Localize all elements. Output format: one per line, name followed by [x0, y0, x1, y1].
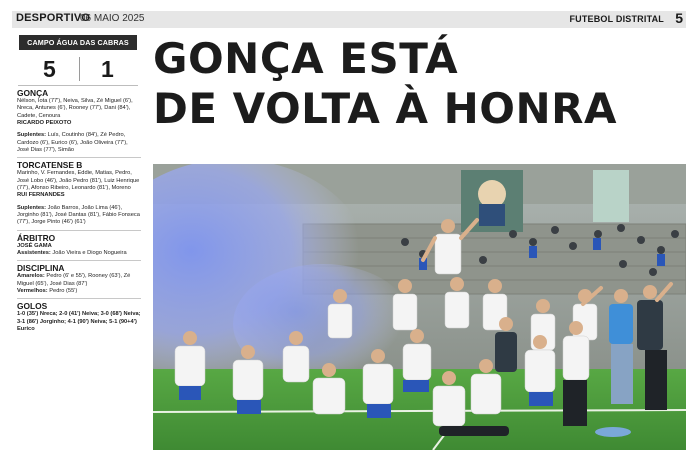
assistants-text: João Vieira e Diogo Nogueira	[52, 250, 127, 257]
score-divider	[79, 57, 80, 81]
subs-label: Suplentes:	[17, 204, 47, 211]
referee-title: ÁRBITRO	[17, 232, 56, 243]
headline-line-1: GONÇA ESTÁ	[153, 34, 459, 83]
team-celebration-photo	[153, 164, 686, 450]
goals-block	[17, 301, 141, 336]
venue-label: CAMPO ÁGUA DAS CABRAS	[19, 35, 137, 50]
page-number: 5	[675, 10, 683, 26]
goals-title: GOLOS	[17, 301, 48, 312]
red-text: Pedro (55')	[49, 287, 78, 294]
away-score: 1	[101, 56, 114, 82]
subs-label: Suplentes:	[17, 132, 47, 139]
away-team-lineup: Marinho, V. Fernandes, Eddie, Matias, Pedro, José Lobo (46'), João Pedro (81'), Luiz Henrique (77'), Afonso Ribeiro, Leonardo (81'), Moreno	[17, 170, 140, 191]
headline-line-2: DE VOLTA À HONRA	[153, 84, 617, 133]
away-subs-text: João Barros, João Lima (46'), Jorginho (81'), José Dantas (81'), Fábio Fonseca (77'), Jorge Pinto (46') (61')	[17, 204, 140, 226]
away-team-coach: RUI FERNANDES	[17, 192, 65, 199]
home-team-name: GONÇA	[17, 88, 49, 98]
red-cards	[17, 288, 141, 295]
away-team-block	[17, 160, 141, 230]
referee-name: JOSÉ GAMA	[17, 242, 52, 249]
match-report-sidebar	[14, 35, 140, 448]
referee-assistants	[17, 250, 141, 257]
home-team-coach: RICARDO PEIXOTO	[17, 119, 72, 126]
home-team-lineup: Nélson, Iota (77'), Neiva, Silva, Zé Miguel (6'), Nreca, Antunes (6'), Rooney (77'), Dani (84'), Cadete, Cenoura	[17, 98, 133, 119]
yellow-cards	[17, 273, 141, 288]
page-header	[12, 11, 686, 28]
scoreline	[18, 50, 138, 86]
article-headline	[153, 34, 617, 134]
away-team-subs	[17, 205, 141, 227]
discipline-title: DISCIPLINA	[17, 263, 65, 274]
goals-text: 1-0 (35') Nreca; 2-0 (41') Neiva; 3-0 (68') Neiva; 3-1 (86') Jorginho; 4-1 (90') Neiva; 5-1 (90+4') Eurico	[17, 311, 141, 332]
publication-date: 06 MAIO 2025	[80, 13, 145, 24]
home-team-subs	[17, 132, 141, 154]
assistants-label: Assistentes:	[17, 250, 51, 257]
home-subs-text: Luís, Coutinho (84'), Zé Pedro, Cardozo (6'), Eurico (6'), João Oliveira (77'), José Dias (77'), Simão	[17, 132, 128, 153]
yellow-text: Pedro (6' e 55'), Rooney (63'), Zé Miguel (65'), José Dias (87')	[17, 273, 131, 287]
referee-block	[17, 233, 141, 262]
home-team-block	[17, 88, 141, 158]
home-score: 5	[43, 56, 56, 82]
subsection-label: FUTEBOL DISTRITAL	[569, 14, 664, 24]
section-label: DESPORTIVO	[16, 12, 91, 24]
yellow-label: Amarelos:	[17, 273, 45, 280]
discipline-block	[17, 263, 141, 299]
red-label: Vermelhos:	[17, 287, 48, 294]
away-team-name: TORCATENSE B	[17, 160, 83, 171]
